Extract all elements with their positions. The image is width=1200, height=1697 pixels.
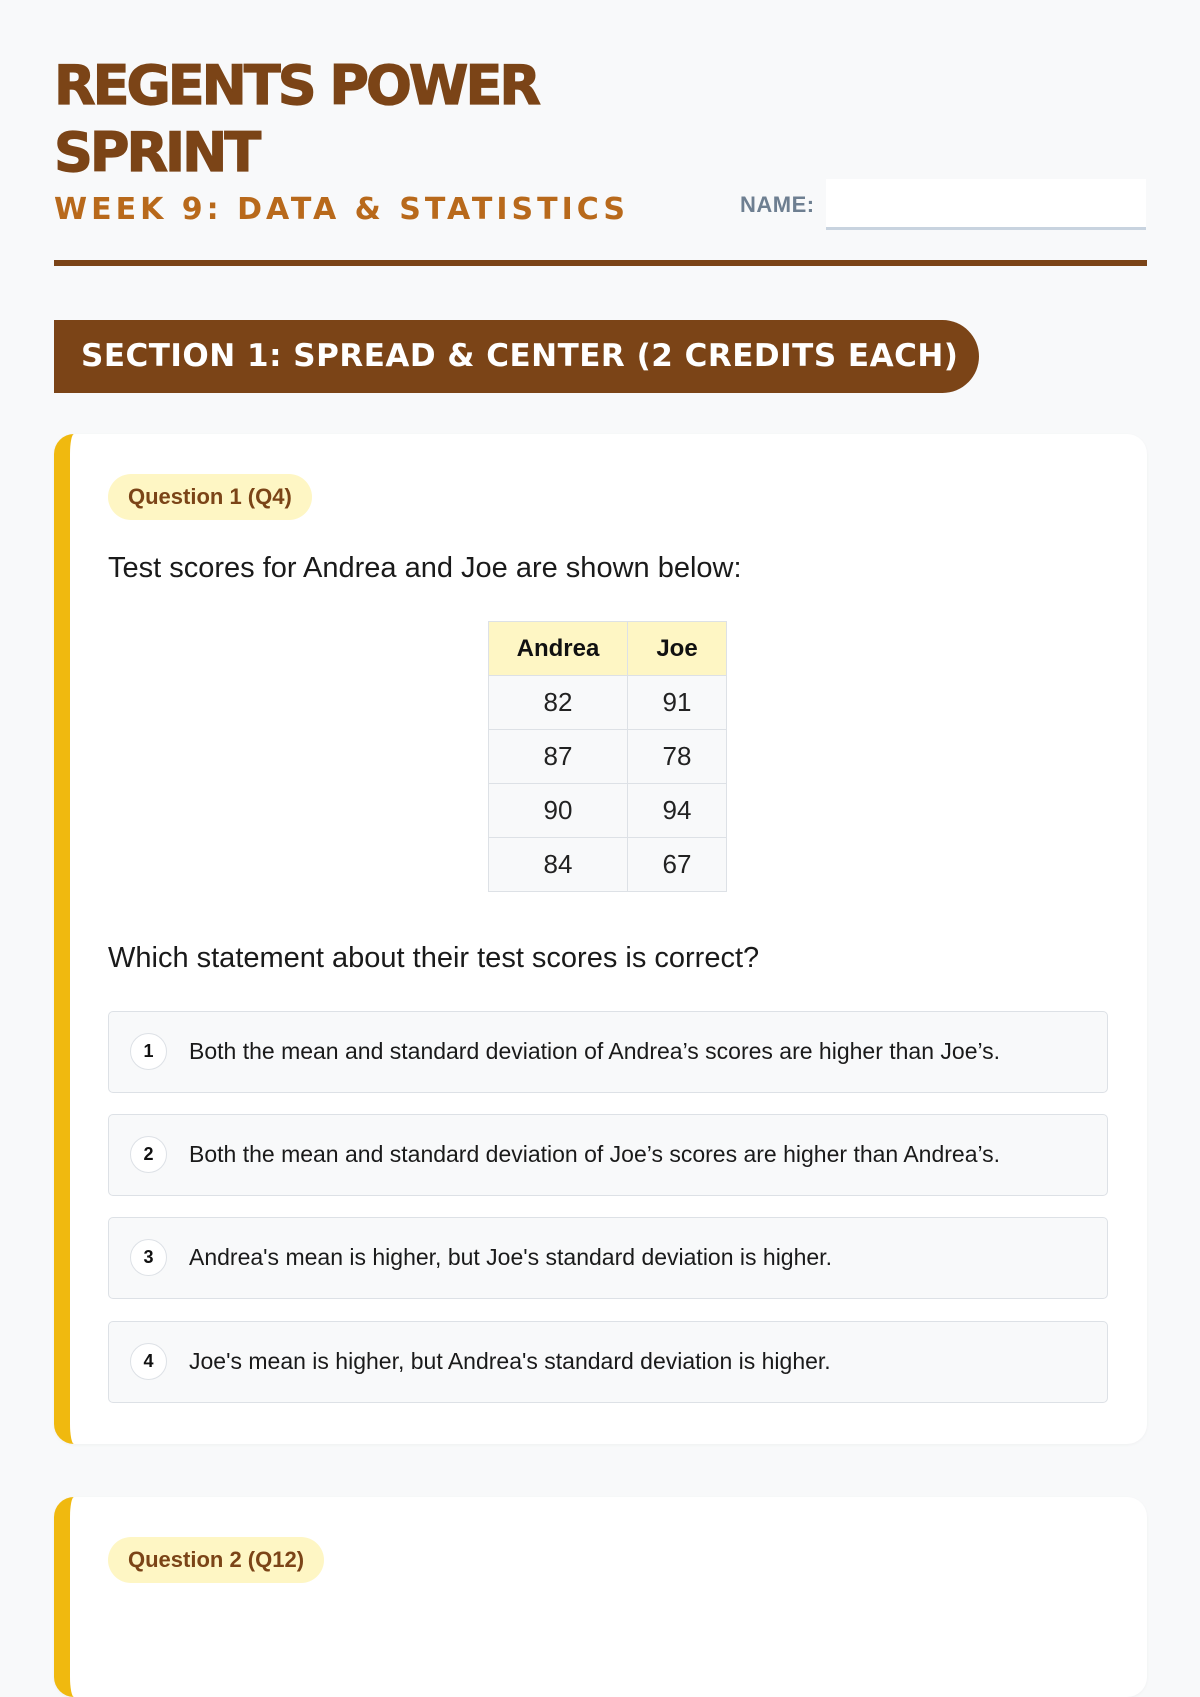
question-prompt: Which statement about their test scores is correct? [108,942,760,974]
choice-number: 3 [130,1239,167,1276]
worksheet-header [54,0,1147,268]
answer-choice-3[interactable] [108,1217,1108,1299]
scores-table [488,621,727,892]
table-cell: 90 [489,784,628,838]
table-row [489,730,727,784]
question-badge: Question 1 (Q4) [108,474,312,520]
choice-text: Joe's mean is higher, but Andrea's standard deviation is higher. [189,1348,831,1374]
choice-number: 2 [130,1136,167,1173]
choice-number: 1 [130,1033,167,1070]
question-card [54,434,1147,1444]
name-label: NAME: [740,192,815,217]
page-title: REGENTS POWER SPRINT [54,54,538,184]
table-cell: 78 [628,730,727,784]
column-header-joe: Joe [628,622,727,676]
choice-text: Both the mean and standard deviation of Joe’s scores are higher than Andrea’s. [189,1141,1001,1167]
column-header-andrea: Andrea [489,622,628,676]
choice-text: Both the mean and standard deviation of Andrea’s scores are higher than Joe’s. [189,1038,1001,1064]
answer-choice-2[interactable] [108,1114,1108,1196]
header-divider [54,260,1147,266]
table-row [489,838,727,892]
table-cell: 67 [628,838,727,892]
table-cell: 87 [489,730,628,784]
page-subtitle: WEEK 9: DATA & STATISTICS [54,192,629,227]
table-cell: 82 [489,676,628,730]
worksheet-page [54,0,1147,1572]
question-badge: Question 2 (Q12) [108,1537,324,1583]
question-intro: Test scores for Andrea and Joe are shown below: [108,552,742,584]
table-cell: 94 [628,784,727,838]
table-cell: 84 [489,838,628,892]
choice-text: Andrea's mean is higher, but Joe's standard deviation is higher. [189,1244,832,1270]
table-cell: 91 [628,676,727,730]
choice-number: 4 [130,1343,167,1380]
section-banner: SECTION 1: SPREAD & CENTER (2 CREDITS EACH) [54,320,979,393]
answer-choice-1[interactable] [108,1011,1108,1093]
table-row [489,784,727,838]
table-header-row [489,622,727,676]
answer-choice-4[interactable] [108,1321,1108,1403]
name-input[interactable] [826,179,1146,230]
question-card [54,1497,1147,1697]
table-row [489,676,727,730]
